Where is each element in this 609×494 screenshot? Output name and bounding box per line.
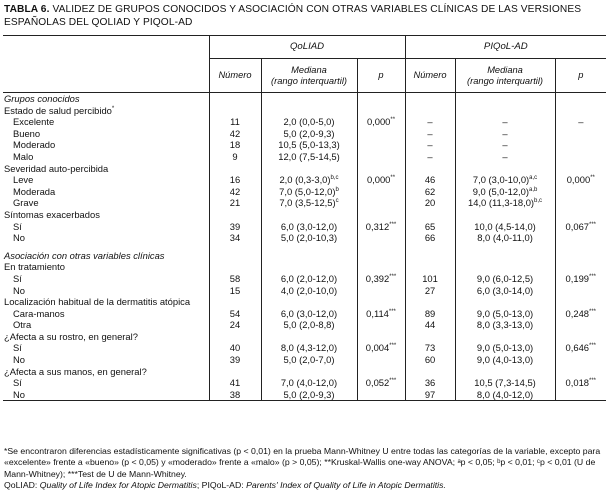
row-label: Sí [13, 342, 22, 354]
piqol-numero: 65 [405, 221, 455, 233]
piqol-p: 0,646*** [555, 342, 606, 354]
piqol-mediana: – [455, 116, 555, 128]
piqol-p [555, 139, 606, 151]
qoliad-p [357, 197, 405, 209]
qoliad-numero: 34 [209, 232, 261, 244]
qoliad-mediana: 5,0 (2,0-9,3) [261, 389, 357, 401]
section-heading: Asociación con otras variables clínicas [4, 249, 165, 261]
qoliad-p [357, 139, 405, 151]
table-row [3, 354, 606, 366]
table-row [3, 389, 606, 401]
qoliad-numero: 39 [209, 354, 261, 366]
qoliad-p [357, 232, 405, 244]
qoliad-mediana: 6,0 (3,0-12,0) [261, 221, 357, 233]
table-row [3, 273, 606, 285]
qoliad-numero: 11 [209, 116, 261, 128]
piqol-numero: 36 [405, 377, 455, 389]
qoliad-p: 0,000** [357, 116, 405, 128]
piqol-p [555, 319, 606, 331]
qoliad-numero: 15 [209, 285, 261, 297]
table-row [3, 232, 606, 244]
table-row [3, 151, 606, 163]
qoliad-numero: 40 [209, 342, 261, 354]
table-row [3, 174, 606, 186]
row-label: No [13, 284, 25, 296]
qoliad-numero: 42 [209, 186, 261, 198]
subgroup-row [3, 296, 606, 308]
section-heading: Grupos conocidos [4, 93, 80, 104]
piqol-mediana: 7,0 $(3,0-10,0)^{a,c}$ [455, 174, 555, 186]
row-label: Sí [13, 377, 22, 389]
qoliad-numero: 18 [209, 139, 261, 151]
piqol-numero: 66 [405, 232, 455, 244]
qoliad-mediana: 2,0 (0,0-5,0) [261, 116, 357, 128]
table-row [3, 285, 606, 297]
qoliad-numero: 16 [209, 174, 261, 186]
subgroup-label: Severidad auto-percibida [4, 162, 109, 174]
piqol-numero: 46 [405, 174, 455, 186]
piqol-p [555, 354, 606, 366]
qoliad-p [357, 389, 405, 401]
piqol-numero: – [405, 151, 455, 163]
header-qoliad: QoLIAD [209, 36, 405, 59]
header-mediana-1: Mediana (rango interquartil) [261, 59, 357, 93]
row-label: Moderada [13, 185, 56, 197]
piqol-numero: – [405, 139, 455, 151]
footnotes [4, 446, 606, 491]
subgroup-row [3, 366, 606, 378]
piqol-p [555, 232, 606, 244]
row-label: Excelente [13, 116, 55, 128]
subgroup-label: Localización habitual de la dermatitis atópica [4, 296, 191, 308]
qoliad-numero: 41 [209, 377, 261, 389]
piqol-p [555, 197, 606, 209]
piqol-mediana: 10,5 (7,3-14,5) [455, 377, 555, 389]
table-row [3, 377, 606, 389]
row-label: Leve [13, 174, 34, 186]
piqol-numero: 62 [405, 186, 455, 198]
qoliad-numero: 54 [209, 308, 261, 320]
piqol-p: 0,018*** [555, 377, 606, 389]
section-heading-row [3, 93, 606, 105]
qoliad-numero: 42 [209, 128, 261, 140]
piqol-numero: 97 [405, 389, 455, 401]
qoliad-p [357, 354, 405, 366]
row-label: Cara-manos [13, 307, 65, 319]
row-label: Sí [13, 220, 22, 232]
piqol-numero: 20 [405, 197, 455, 209]
piqol-mediana: 10,0 (4,5-14,0) [455, 221, 555, 233]
qoliad-numero: 58 [209, 273, 261, 285]
subgroup-row [3, 163, 606, 175]
table-row [3, 342, 606, 354]
header-numero-2: Número [405, 59, 455, 93]
piqol-numero: 60 [405, 354, 455, 366]
row-label: Malo [13, 150, 34, 162]
qoliad-p: 0,312*** [357, 221, 405, 233]
subgroup-row [3, 331, 606, 343]
row-label: Grave [13, 197, 39, 209]
piqol-mediana: 9,0 (4,0-13,0) [455, 354, 555, 366]
piqol-numero: 27 [405, 285, 455, 297]
qoliad-mediana: 5,0 (2,0-10,3) [261, 232, 357, 244]
table-row [3, 128, 606, 140]
subgroup-row [3, 261, 606, 273]
qoliad-mediana: 5,0 (2,0-8,8) [261, 319, 357, 331]
qoliad-p [357, 151, 405, 163]
qoliad-p: 0,000** [357, 174, 405, 186]
table-row [3, 308, 606, 320]
qoliad-p: 0,114*** [357, 308, 405, 320]
footnote-text-1: *Se encontraron diferencias estadísticamente significativas (p < 0,01) en la prueba Mann-Whitney U entre todas las categorías de la variable, excepto para «excelente» frente a «bueno» (p < 0,05) y «moderado» frente a «malo» (p > 0,05); **Kruskal-Wallis one-way ANOVA; [4, 446, 601, 468]
header-p-1: p [357, 59, 405, 93]
header-piqol-ad: PIQoL-AD [405, 36, 606, 59]
table-label: TABLA 6. [4, 4, 50, 15]
qoliad-mediana: 2,0 $(0,3-3,0)^{b,c}$ [261, 174, 357, 186]
qoliad-mediana: 4,0 (2,0-10,0) [261, 285, 357, 297]
piqol-p [555, 151, 606, 163]
piqol-mediana: 9,0 $(5,0-12,0)^{a,b}$ [455, 186, 555, 198]
section-heading-row [3, 250, 606, 262]
table-row [3, 116, 606, 128]
qoliad-p [357, 319, 405, 331]
piqol-mediana: 8,0 (4,0-11,0) [455, 232, 555, 244]
table-row [3, 139, 606, 151]
piqol-p [555, 285, 606, 297]
piqol-p: 0,199*** [555, 273, 606, 285]
piqol-p [555, 186, 606, 198]
piqol-p: – [555, 116, 606, 128]
piqol-numero: 44 [405, 319, 455, 331]
piqol-mediana: 8,0 (3,3-13,0) [455, 319, 555, 331]
qoliad-mediana: 10,5 (5,0-13,3) [261, 139, 357, 151]
row-label: Moderado [13, 139, 56, 151]
qoliad-numero: 9 [209, 151, 261, 163]
qoliad-p: 0,052*** [357, 377, 405, 389]
table-body [3, 93, 606, 401]
row-label: No [3, 389, 209, 401]
qoliad-numero: 38 [209, 389, 261, 401]
row-label: No [13, 354, 25, 366]
subgroup-label: En tratamiento [4, 261, 65, 273]
header-mediana-2: Mediana (rango interquartil) [455, 59, 555, 93]
piqol-mediana: – [455, 128, 555, 140]
subgroup-row [3, 209, 606, 221]
piqol-numero: – [405, 128, 455, 140]
piqol-p: 0,067*** [555, 221, 606, 233]
subgroup-label: Estado de salud percibido* [4, 104, 115, 116]
abbr-label-2: ; PIQoL-AD: [196, 479, 247, 490]
piqol-numero: 73 [405, 342, 455, 354]
piqol-mediana: – [455, 151, 555, 163]
qoliad-mediana: 6,0 (3,0-12,0) [261, 308, 357, 320]
qoliad-p: 0,392*** [357, 273, 405, 285]
qoliad-mediana: 7,0 (4,0-12,0) [261, 377, 357, 389]
piqol-p: 0,000** [555, 174, 606, 186]
header-p-2: p [555, 59, 606, 93]
qoliad-mediana: 7,0 $(3,5-12,5)^c$ [261, 197, 357, 209]
subgroup-label: ¿Afecta a su rostro, en general? [4, 330, 138, 342]
qoliad-mediana: 5,0 (2,0-7,0) [261, 354, 357, 366]
qoliad-p [357, 128, 405, 140]
table-row [3, 221, 606, 233]
piqol-mediana: 14,0 $(11,3-18,0)^{b,c}$ [455, 197, 555, 209]
table-row [3, 197, 606, 209]
qoliad-mediana: 5,0 (2,0-9,3) [261, 128, 357, 140]
row-label: Sí [13, 272, 22, 284]
abbr-label-1: QoLIAD: [4, 479, 40, 490]
qoliad-p: 0,004*** [357, 342, 405, 354]
qoliad-mediana: 8,0 (4,3-12,0) [261, 342, 357, 354]
abbr-text-1: Quality of Life Index for Atopic Dermatitis [39, 479, 197, 490]
piqol-mediana: 9,0 (5,0-13,0) [455, 342, 555, 354]
table-title [4, 3, 604, 29]
qoliad-p [357, 285, 405, 297]
subgroup-row [3, 105, 606, 117]
subgroup-label: Síntomas exacerbados [4, 208, 100, 220]
piqol-mediana: 9,0 (5,0-13,0) [455, 308, 555, 320]
qoliad-numero: 21 [209, 197, 261, 209]
piqol-p [555, 389, 606, 401]
table-caption: VALIDEZ DE GRUPOS CONOCIDOS Y ASOCIACIÓN CON OTRAS VARIABLES CLÍNICAS DE LAS VERSIONES ESPAÑOLAS DEL QOLIAD Y PIQOL-AD [4, 4, 582, 28]
piqol-mediana: 9,0 (6,0-12,5) [455, 273, 555, 285]
table-row [3, 186, 606, 198]
qoliad-p [357, 186, 405, 198]
footnote-text-2: ᵃp < 0,05; ᵇp < 0,01; ᶜp < 0,01 (U de Mann-Whitney); ***Test de U de Mann-Whitney. [4, 457, 596, 479]
qoliad-numero: 39 [209, 221, 261, 233]
piqol-mediana: 6,0 (3,0-14,0) [455, 285, 555, 297]
row-label: Bueno [13, 127, 41, 139]
piqol-numero: – [405, 116, 455, 128]
row-label: No [13, 232, 25, 244]
piqol-mediana: – [455, 139, 555, 151]
table-row [3, 319, 606, 331]
qoliad-mediana: 12,0 (7,5-14,5) [261, 151, 357, 163]
qoliad-mediana: 7,0 $(5,0-12,0)^b$ [261, 186, 357, 198]
qoliad-mediana: 6,0 (2,0-12,0) [261, 273, 357, 285]
piqol-p [555, 128, 606, 140]
piqol-mediana: 8,0 (4,0-12,0) [455, 389, 555, 401]
abbr-text-2: Parents' Index of Quality of Life in Atopic Dermatitis. [246, 479, 446, 490]
results-table [3, 35, 606, 401]
header-numero-1: Número [209, 59, 261, 93]
qoliad-numero: 24 [209, 319, 261, 331]
piqol-numero: 89 [405, 308, 455, 320]
subgroup-label: ¿Afecta a sus manos, en general? [4, 365, 147, 377]
piqol-p: 0,248*** [555, 308, 606, 320]
piqol-numero: 101 [405, 273, 455, 285]
row-label: Otra [13, 319, 32, 331]
